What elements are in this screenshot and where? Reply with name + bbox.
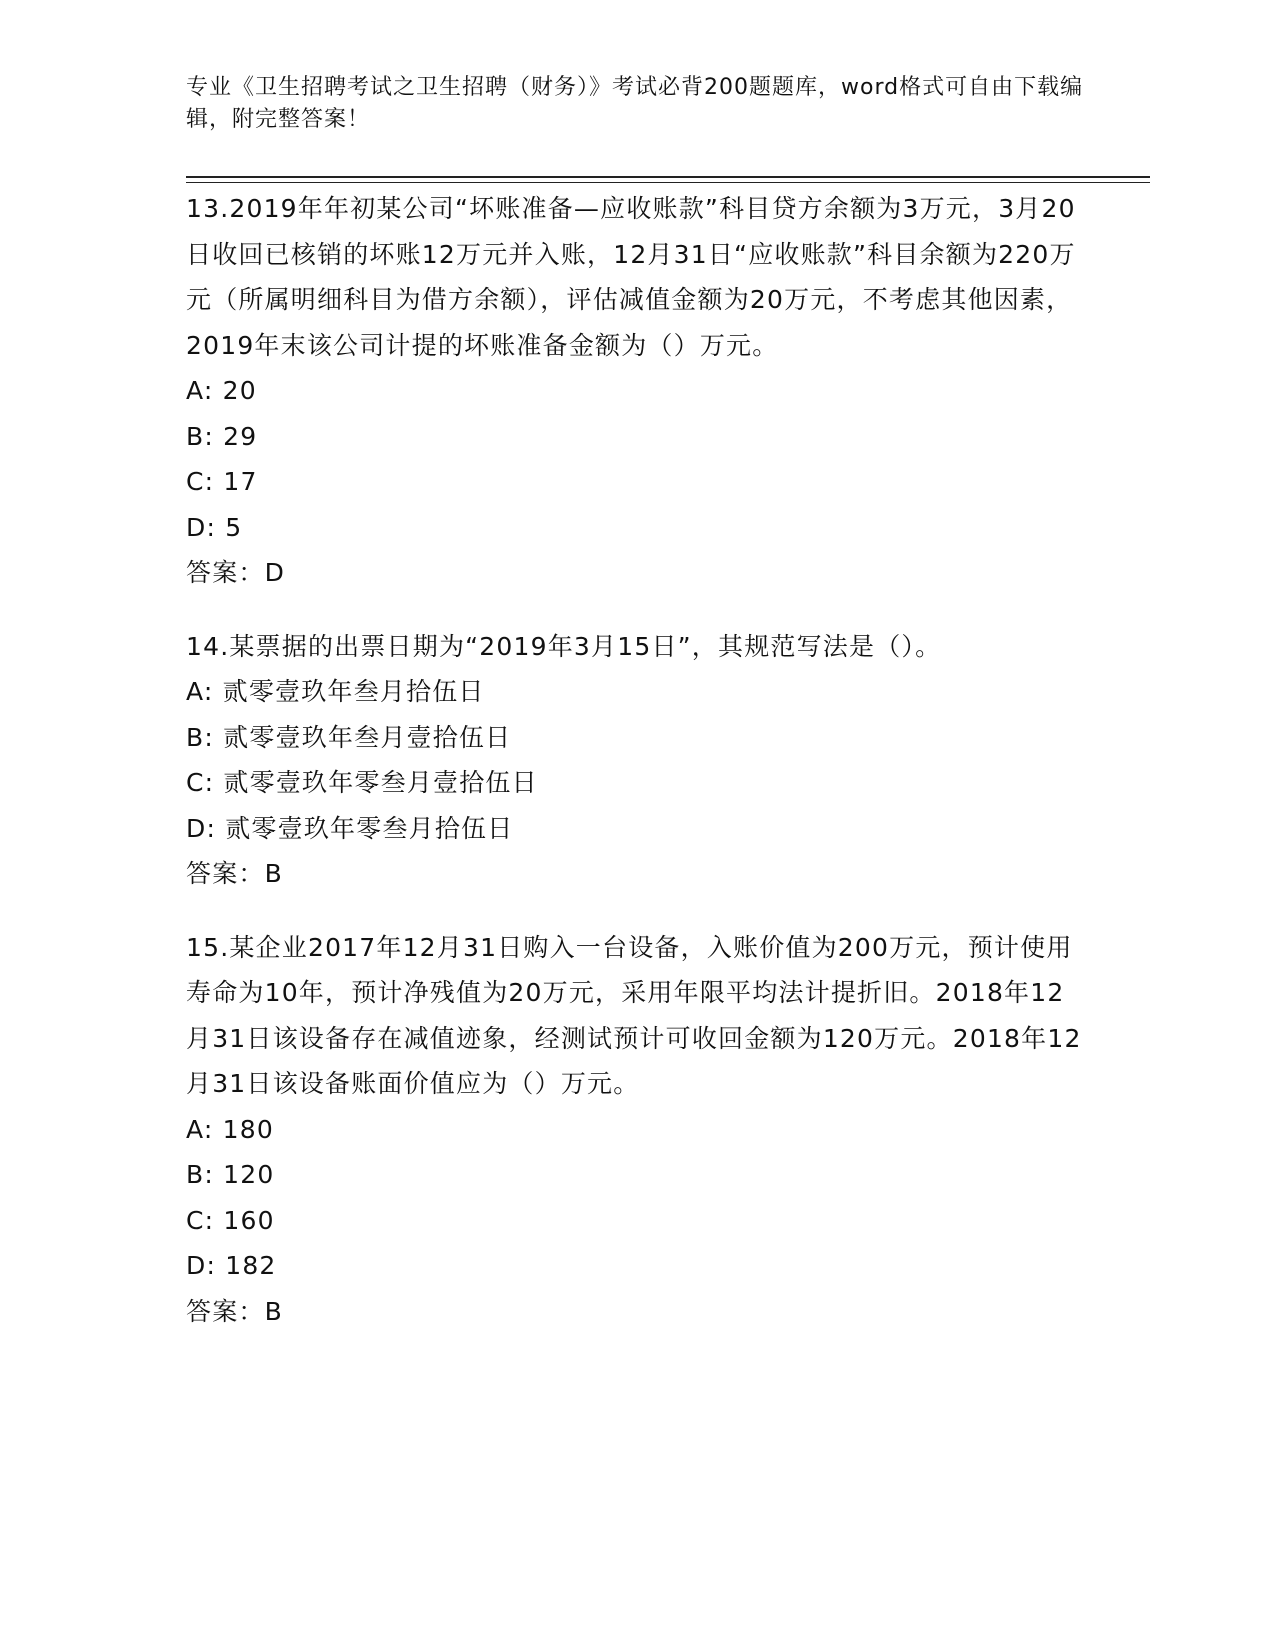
question-text: 14.某票据的出票日期为“2019年3月15日”，其规范写法是（）。: [186, 631, 942, 661]
page-header: 专业《卫生招聘考试之卫生招聘（财务）》考试必背200题题库，word格式可自由下载编辑，附完整答案！: [186, 75, 1084, 132]
answer: 答案：D: [186, 558, 286, 587]
option-b: B: 贰零壹玖年叁月壹拾伍日: [186, 722, 512, 752]
question-text: 15.某企业2017年12月31日购入一台设备，入账价值为200万元，预计使用寿命为10年，预计净残值为20万元，采用年限平均法计提折旧。2018年12月31日该设备存在减值迹象，经测试预计可收回金额为120万元。2018年12月31日该设备账面价值应为（）万元。: [186, 932, 1082, 1098]
option-a: A: 180: [186, 1114, 274, 1144]
answer: 答案：B: [186, 859, 283, 888]
answer: 答案：B: [186, 1296, 283, 1326]
question-13: [186, 186, 1086, 596]
question-14: [186, 624, 1086, 897]
option-a: A: 贰零壹玖年叁月拾伍日: [186, 677, 485, 706]
option-d: D: 贰零壹玖年零叁月拾伍日: [186, 813, 514, 843]
option-b: B: 29: [186, 421, 258, 451]
question-text: 13.2019年年初某公司“坏账准备—应收账款”科目贷方余额为3万元，3月20日收回已核销的坏账12万元并入账，12月31日“应收账款”科目余额为220万元（所属明细科目为借方余额），评估减值金额为20万元，不考虑其他因素，2019年末该公司计提的坏账准备金额为（）万元。: [186, 194, 1076, 360]
option-a: A: 20: [186, 376, 257, 405]
header-divider-thin: [186, 182, 1150, 183]
option-c: C: 贰零壹玖年零叁月壹拾伍日: [186, 768, 538, 797]
option-d: D: 5: [186, 512, 243, 542]
option-c: C: 17: [186, 467, 258, 496]
header-divider-thick: [186, 176, 1150, 178]
option-d: D: 182: [186, 1251, 277, 1280]
question-15: [186, 925, 1086, 1335]
question-list: [186, 186, 1086, 1362]
option-b: B: 120: [186, 1160, 275, 1189]
option-c: C: 160: [186, 1205, 275, 1235]
